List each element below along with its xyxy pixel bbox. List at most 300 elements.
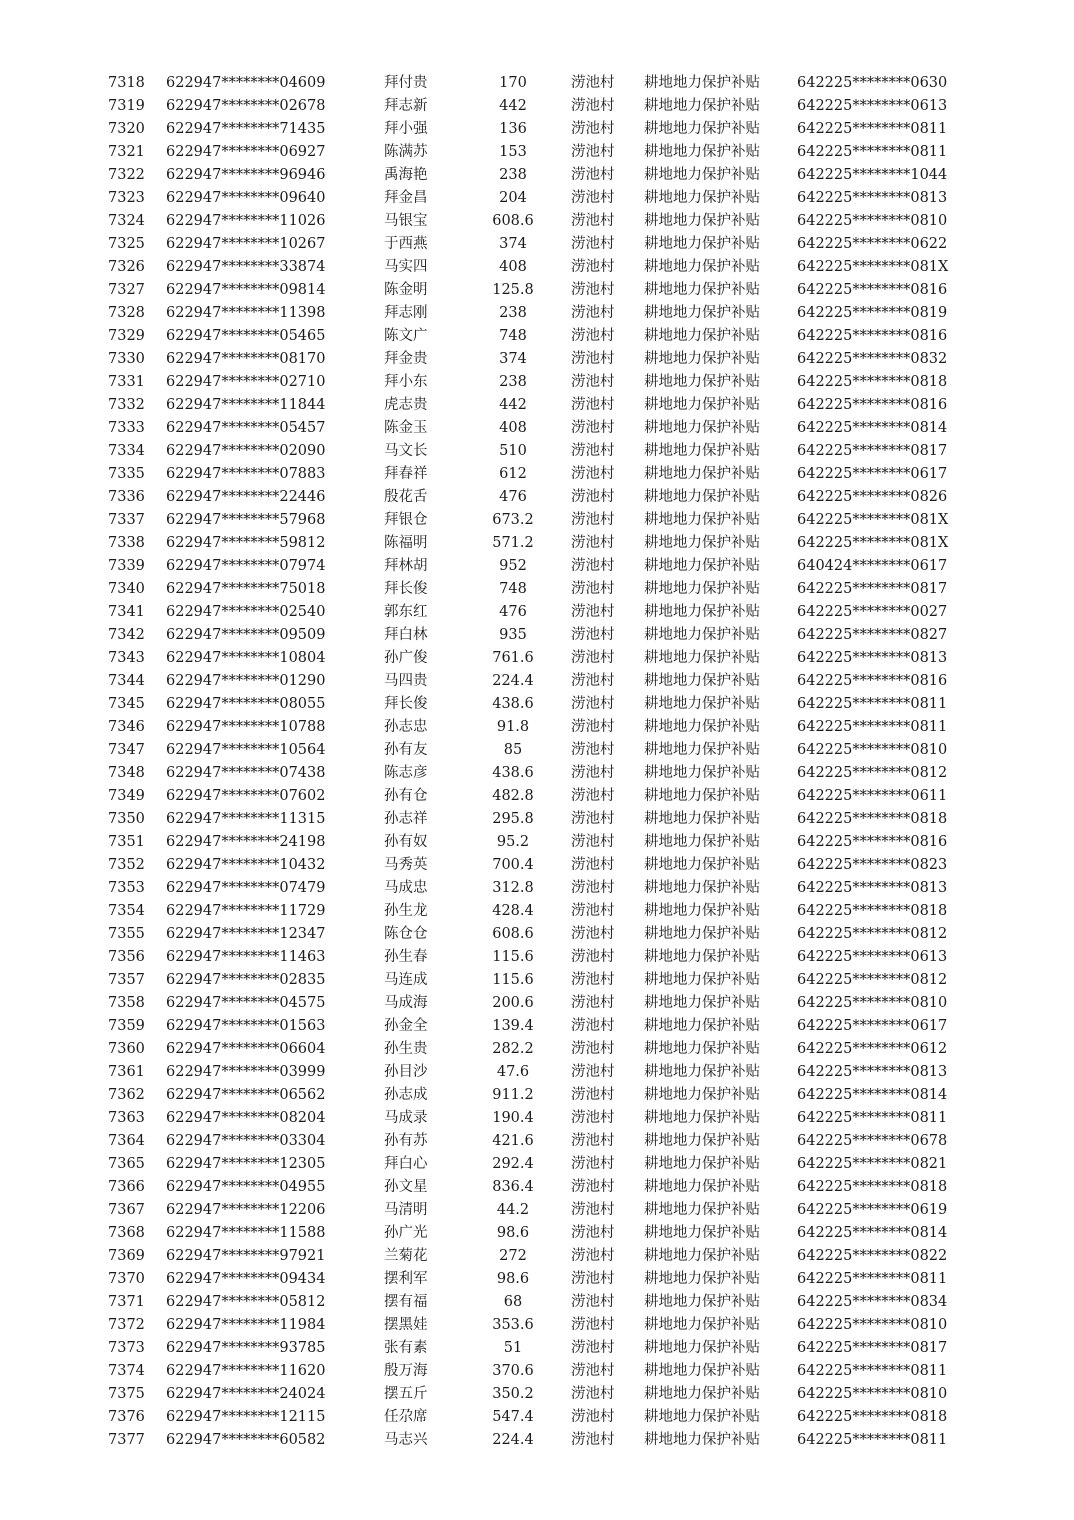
recipient-name: 拜银仓	[384, 512, 428, 528]
recipient-name: 孙有苏	[384, 1133, 428, 1149]
id-card-number: 642225********0813	[797, 880, 948, 896]
subsidy-type: 耕地地力保护补贴	[644, 236, 760, 252]
village-name: 涝池村	[571, 190, 615, 206]
recipient-name: 马清明	[384, 1202, 428, 1218]
subsidy-type: 耕地地力保护补贴	[644, 374, 760, 390]
subsidy-type: 耕地地力保护补贴	[644, 673, 760, 689]
recipient-name: 孙文星	[384, 1179, 428, 1195]
subsidy-amount: 353.6	[492, 1317, 534, 1333]
table-row	[0, 118, 1074, 141]
recipient-name: 张有素	[384, 1340, 428, 1356]
recipient-name: 孙志祥	[384, 811, 428, 827]
bank-card-number: 622947********10804	[166, 650, 326, 666]
subsidy-amount: 438.6	[492, 696, 534, 712]
bank-card-number: 622947********12206	[166, 1202, 326, 1218]
bank-card-number: 622947********05812	[166, 1294, 326, 1310]
table-row	[0, 624, 1074, 647]
table-row	[0, 739, 1074, 762]
subsidy-amount: 95.2	[496, 834, 530, 850]
table-row	[0, 348, 1074, 371]
table-row	[0, 831, 1074, 854]
subsidy-amount: 911.2	[492, 1087, 534, 1103]
bank-card-number: 622947********22446	[166, 489, 326, 505]
bank-card-number: 622947********08055	[166, 696, 326, 712]
subsidy-type: 耕地地力保护补贴	[644, 121, 760, 137]
subsidy-type: 耕地地力保护补贴	[644, 259, 760, 275]
bank-card-number: 622947********04955	[166, 1179, 326, 1195]
row-number: 7362	[108, 1087, 145, 1103]
row-number: 7328	[108, 305, 145, 321]
id-card-number: 642225********0818	[797, 811, 948, 827]
village-name: 涝池村	[571, 811, 615, 827]
table-row	[0, 325, 1074, 348]
subsidy-type: 耕地地力保护补贴	[644, 857, 760, 873]
row-number: 7356	[108, 949, 145, 965]
row-number: 7367	[108, 1202, 145, 1218]
subsidy-amount: 200.6	[492, 995, 534, 1011]
id-card-number: 642225********1044	[797, 167, 948, 183]
recipient-name: 摆五斤	[384, 1386, 428, 1402]
table-row	[0, 555, 1074, 578]
bank-card-number: 622947********11844	[166, 397, 326, 413]
bank-card-number: 622947********09509	[166, 627, 326, 643]
subsidy-amount: 170	[499, 75, 527, 91]
village-name: 涝池村	[571, 1110, 615, 1126]
subsidy-amount: 44.2	[496, 1202, 530, 1218]
row-number: 7346	[108, 719, 145, 735]
id-card-number: 642225********0827	[797, 627, 948, 643]
row-number: 7338	[108, 535, 145, 551]
row-number: 7342	[108, 627, 145, 643]
id-card-number: 642225********0811	[797, 1271, 948, 1287]
subsidy-type: 耕地地力保护补贴	[644, 1317, 760, 1333]
table-row	[0, 1222, 1074, 1245]
bank-card-number: 622947********02710	[166, 374, 326, 390]
recipient-name: 孙有奴	[384, 834, 428, 850]
table-row	[0, 900, 1074, 923]
table-row	[0, 1383, 1074, 1406]
row-number: 7350	[108, 811, 145, 827]
id-card-number: 642225********0613	[797, 98, 948, 114]
row-number: 7374	[108, 1363, 145, 1379]
id-card-number: 642225********0822	[797, 1248, 948, 1264]
row-number: 7344	[108, 673, 145, 689]
bank-card-number: 622947********01290	[166, 673, 326, 689]
subsidy-type: 耕地地力保护补贴	[644, 1432, 760, 1448]
village-name: 涝池村	[571, 1340, 615, 1356]
row-number: 7366	[108, 1179, 145, 1195]
id-card-number: 642225********0818	[797, 374, 948, 390]
row-number: 7364	[108, 1133, 145, 1149]
village-name: 涝池村	[571, 972, 615, 988]
village-name: 涝池村	[571, 144, 615, 160]
bank-card-number: 622947********24024	[166, 1386, 326, 1402]
id-card-number: 642225********0810	[797, 995, 948, 1011]
recipient-name: 拜长俊	[384, 696, 428, 712]
recipient-name: 孙志成	[384, 1087, 428, 1103]
id-card-number: 642225********0813	[797, 190, 948, 206]
subsidy-amount: 952	[499, 558, 527, 574]
subsidy-type: 耕地地力保护补贴	[644, 351, 760, 367]
subsidy-type: 耕地地力保护补贴	[644, 1133, 760, 1149]
subsidy-type: 耕地地力保护补贴	[644, 949, 760, 965]
subsidy-type: 耕地地力保护补贴	[644, 305, 760, 321]
subsidy-type: 耕地地力保护补贴	[644, 213, 760, 229]
subsidy-amount: 761.6	[492, 650, 534, 666]
subsidy-type: 耕地地力保护补贴	[644, 98, 760, 114]
bank-card-number: 622947********02090	[166, 443, 326, 459]
recipient-name: 马成忠	[384, 880, 428, 896]
village-name: 涝池村	[571, 98, 615, 114]
recipient-name: 陈金玉	[384, 420, 428, 436]
id-card-number: 642225********0813	[797, 650, 948, 666]
subsidy-type: 耕地地力保护补贴	[644, 1386, 760, 1402]
subsidy-type: 耕地地力保护补贴	[644, 1087, 760, 1103]
row-number: 7320	[108, 121, 145, 137]
subsidy-type: 耕地地力保护补贴	[644, 880, 760, 896]
recipient-name: 陈志彦	[384, 765, 428, 781]
village-name: 涝池村	[571, 696, 615, 712]
bank-card-number: 622947********11620	[166, 1363, 326, 1379]
bank-card-number: 622947********05465	[166, 328, 326, 344]
id-card-number: 642225********0823	[797, 857, 948, 873]
subsidy-type: 耕地地力保护补贴	[644, 650, 760, 666]
bank-card-number: 622947********75018	[166, 581, 326, 597]
table-row	[0, 1084, 1074, 1107]
village-name: 涝池村	[571, 949, 615, 965]
id-card-number: 642225********0832	[797, 351, 948, 367]
recipient-name: 虎志贵	[384, 397, 428, 413]
subsidy-type: 耕地地力保护补贴	[644, 627, 760, 643]
village-name: 涝池村	[571, 1064, 615, 1080]
id-card-number: 642225********0613	[797, 949, 948, 965]
bank-card-number: 622947********10564	[166, 742, 326, 758]
table-row	[0, 256, 1074, 279]
village-name: 涝池村	[571, 627, 615, 643]
id-card-number: 642225********0816	[797, 834, 948, 850]
recipient-name: 马实四	[384, 259, 428, 275]
bank-card-number: 622947********06562	[166, 1087, 326, 1103]
subsidy-amount: 421.6	[492, 1133, 534, 1149]
village-name: 涝池村	[571, 1018, 615, 1034]
table-row	[0, 785, 1074, 808]
table-row	[0, 670, 1074, 693]
subsidy-amount: 612	[499, 466, 527, 482]
recipient-name: 孙生贵	[384, 1041, 428, 1057]
village-name: 涝池村	[571, 75, 615, 91]
bank-card-number: 622947********93785	[166, 1340, 326, 1356]
village-name: 涝池村	[571, 880, 615, 896]
village-name: 涝池村	[571, 489, 615, 505]
table-row	[0, 1406, 1074, 1429]
recipient-name: 摆有福	[384, 1294, 428, 1310]
row-number: 7322	[108, 167, 145, 183]
bank-card-number: 622947********24198	[166, 834, 326, 850]
table-row	[0, 463, 1074, 486]
subsidy-type: 耕地地力保护补贴	[644, 489, 760, 505]
bank-card-number: 622947********11398	[166, 305, 326, 321]
id-card-number: 642225********0821	[797, 1156, 948, 1172]
village-name: 涝池村	[571, 742, 615, 758]
subsidy-type: 耕地地力保护补贴	[644, 466, 760, 482]
id-card-number: 642225********0810	[797, 213, 948, 229]
subsidy-amount: 238	[499, 374, 527, 390]
bank-card-number: 622947********09814	[166, 282, 326, 298]
village-name: 涝池村	[571, 1202, 615, 1218]
subsidy-type: 耕地地力保护补贴	[644, 972, 760, 988]
id-card-number: 642225********0816	[797, 397, 948, 413]
village-name: 涝池村	[571, 1179, 615, 1195]
id-card-number: 642225********0818	[797, 1179, 948, 1195]
table-row	[0, 1061, 1074, 1084]
bank-card-number: 622947********06927	[166, 144, 326, 160]
subsidy-amount: 547.4	[492, 1409, 534, 1425]
bank-card-number: 622947********12115	[166, 1409, 326, 1425]
subsidy-amount: 374	[499, 236, 527, 252]
subsidy-type: 耕地地力保护补贴	[644, 811, 760, 827]
bank-card-number: 622947********07438	[166, 765, 326, 781]
bank-card-number: 622947********09640	[166, 190, 326, 206]
row-number: 7334	[108, 443, 145, 459]
bank-card-number: 622947********02835	[166, 972, 326, 988]
table-row	[0, 486, 1074, 509]
id-card-number: 642225********0817	[797, 1340, 948, 1356]
village-name: 涝池村	[571, 282, 615, 298]
recipient-name: 陈金明	[384, 282, 428, 298]
subsidy-table	[0, 72, 1074, 1452]
recipient-name: 孙广光	[384, 1225, 428, 1241]
id-card-number: 642225********081X	[797, 535, 949, 551]
recipient-name: 兰菊花	[384, 1248, 428, 1264]
bank-card-number: 622947********97921	[166, 1248, 326, 1264]
recipient-name: 拜白心	[384, 1156, 428, 1172]
recipient-name: 孙有仓	[384, 788, 428, 804]
recipient-name: 马志兴	[384, 1432, 428, 1448]
village-name: 涝池村	[571, 1317, 615, 1333]
row-number: 7329	[108, 328, 145, 344]
recipient-name: 拜小东	[384, 374, 428, 390]
village-name: 涝池村	[571, 857, 615, 873]
row-number: 7336	[108, 489, 145, 505]
bank-card-number: 622947********11729	[166, 903, 326, 919]
recipient-name: 拜付贵	[384, 75, 428, 91]
bank-card-number: 622947********12347	[166, 926, 326, 942]
subsidy-type: 耕地地力保护补贴	[644, 581, 760, 597]
table-row	[0, 279, 1074, 302]
subsidy-amount: 428.4	[492, 903, 534, 919]
village-name: 涝池村	[571, 650, 615, 666]
recipient-name: 拜志新	[384, 98, 428, 114]
subsidy-amount: 224.4	[492, 1432, 534, 1448]
subsidy-type: 耕地地力保护补贴	[644, 834, 760, 850]
recipient-name: 孙志忠	[384, 719, 428, 735]
id-card-number: 642225********0612	[797, 1041, 948, 1057]
recipient-name: 马成海	[384, 995, 428, 1011]
subsidy-type: 耕地地力保护补贴	[644, 1064, 760, 1080]
row-number: 7324	[108, 213, 145, 229]
table-row	[0, 210, 1074, 233]
village-name: 涝池村	[571, 420, 615, 436]
row-number: 7363	[108, 1110, 145, 1126]
row-number: 7353	[108, 880, 145, 896]
row-number: 7325	[108, 236, 145, 252]
row-number: 7318	[108, 75, 145, 91]
subsidy-amount: 748	[499, 581, 527, 597]
village-name: 涝池村	[571, 719, 615, 735]
table-row	[0, 1314, 1074, 1337]
bank-card-number: 622947********06604	[166, 1041, 326, 1057]
subsidy-amount: 295.8	[492, 811, 534, 827]
id-card-number: 642225********0810	[797, 1317, 948, 1333]
id-card-number: 642225********0630	[797, 75, 948, 91]
bank-card-number: 622947********11463	[166, 949, 326, 965]
id-card-number: 642225********0818	[797, 903, 948, 919]
row-number: 7340	[108, 581, 145, 597]
subsidy-amount: 282.2	[492, 1041, 534, 1057]
subsidy-type: 耕地地力保护补贴	[644, 604, 760, 620]
bank-card-number: 622947********96946	[166, 167, 326, 183]
table-row	[0, 923, 1074, 946]
subsidy-type: 耕地地力保护补贴	[644, 1110, 760, 1126]
id-card-number: 642225********0811	[797, 1363, 948, 1379]
subsidy-type: 耕地地力保护补贴	[644, 512, 760, 528]
recipient-name: 拜长俊	[384, 581, 428, 597]
id-card-number: 642225********0814	[797, 420, 948, 436]
recipient-name: 陈仓仓	[384, 926, 428, 942]
bank-card-number: 622947********03999	[166, 1064, 326, 1080]
bank-card-number: 622947********11588	[166, 1225, 326, 1241]
table-row	[0, 1199, 1074, 1222]
subsidy-type: 耕地地力保护补贴	[644, 1156, 760, 1172]
subsidy-amount: 139.4	[492, 1018, 534, 1034]
bank-card-number: 622947********11984	[166, 1317, 326, 1333]
village-name: 涝池村	[571, 1087, 615, 1103]
row-number: 7327	[108, 282, 145, 298]
row-number: 7347	[108, 742, 145, 758]
bank-card-number: 622947********04575	[166, 995, 326, 1011]
village-name: 涝池村	[571, 1248, 615, 1264]
recipient-name: 拜春祥	[384, 466, 428, 482]
bank-card-number: 622947********05457	[166, 420, 326, 436]
village-name: 涝池村	[571, 558, 615, 574]
row-number: 7368	[108, 1225, 145, 1241]
village-name: 涝池村	[571, 926, 615, 942]
table-row	[0, 1245, 1074, 1268]
subsidy-type: 耕地地力保护补贴	[644, 1340, 760, 1356]
bank-card-number: 622947********03304	[166, 1133, 326, 1149]
recipient-name: 拜金贵	[384, 351, 428, 367]
recipient-name: 拜志刚	[384, 305, 428, 321]
village-name: 涝池村	[571, 903, 615, 919]
recipient-name: 孙有友	[384, 742, 428, 758]
subsidy-amount: 476	[499, 489, 527, 505]
recipient-name: 马成录	[384, 1110, 428, 1126]
subsidy-amount: 115.6	[492, 949, 534, 965]
bank-card-number: 622947********12305	[166, 1156, 326, 1172]
subsidy-amount: 442	[499, 397, 527, 413]
id-card-number: 642225********0816	[797, 282, 948, 298]
village-name: 涝池村	[571, 305, 615, 321]
table-row	[0, 1291, 1074, 1314]
subsidy-amount: 836.4	[492, 1179, 534, 1195]
id-card-number: 642225********0811	[797, 696, 948, 712]
table-row	[0, 509, 1074, 532]
village-name: 涝池村	[571, 535, 615, 551]
recipient-name: 拜白林	[384, 627, 428, 643]
bank-card-number: 622947********60582	[166, 1432, 326, 1448]
table-row	[0, 854, 1074, 877]
table-row	[0, 394, 1074, 417]
village-name: 涝池村	[571, 1294, 615, 1310]
subsidy-type: 耕地地力保护补贴	[644, 696, 760, 712]
row-number: 7375	[108, 1386, 145, 1402]
subsidy-type: 耕地地力保护补贴	[644, 1179, 760, 1195]
subsidy-type: 耕地地力保护补贴	[644, 144, 760, 160]
recipient-name: 陈文广	[384, 328, 428, 344]
table-row	[0, 187, 1074, 210]
village-name: 涝池村	[571, 1432, 615, 1448]
subsidy-type: 耕地地力保护补贴	[644, 1018, 760, 1034]
id-card-number: 642225********0816	[797, 328, 948, 344]
bank-card-number: 622947********10267	[166, 236, 326, 252]
id-card-number: 642225********0810	[797, 742, 948, 758]
subsidy-type: 耕地地力保护补贴	[644, 420, 760, 436]
recipient-name: 摆黑娃	[384, 1317, 428, 1333]
bank-card-number: 622947********11315	[166, 811, 326, 827]
table-row	[0, 141, 1074, 164]
id-card-number: 642225********0834	[797, 1294, 948, 1310]
subsidy-type: 耕地地力保护补贴	[644, 1041, 760, 1057]
village-name: 涝池村	[571, 765, 615, 781]
subsidy-amount: 700.4	[492, 857, 534, 873]
row-number: 7331	[108, 374, 145, 390]
village-name: 涝池村	[571, 466, 615, 482]
id-card-number: 642225********0812	[797, 972, 948, 988]
table-row	[0, 693, 1074, 716]
village-name: 涝池村	[571, 1133, 615, 1149]
row-number: 7365	[108, 1156, 145, 1172]
id-card-number: 642225********0814	[797, 1087, 948, 1103]
bank-card-number: 622947********08204	[166, 1110, 326, 1126]
id-card-number: 642225********0811	[797, 1110, 948, 1126]
bank-card-number: 622947********33874	[166, 259, 326, 275]
subsidy-amount: 136	[499, 121, 527, 137]
row-number: 7323	[108, 190, 145, 206]
recipient-name: 孙金全	[384, 1018, 428, 1034]
id-card-number: 642225********0617	[797, 466, 948, 482]
table-row	[0, 1176, 1074, 1199]
recipient-name: 马文长	[384, 443, 428, 459]
subsidy-amount: 510	[499, 443, 527, 459]
subsidy-type: 耕地地力保护补贴	[644, 1294, 760, 1310]
table-row	[0, 371, 1074, 394]
village-name: 涝池村	[571, 1363, 615, 1379]
subsidy-type: 耕地地力保护补贴	[644, 1363, 760, 1379]
recipient-name: 马银宝	[384, 213, 428, 229]
subsidy-type: 耕地地力保护补贴	[644, 788, 760, 804]
id-card-number: 642225********0826	[797, 489, 948, 505]
subsidy-amount: 224.4	[492, 673, 534, 689]
subsidy-amount: 292.4	[492, 1156, 534, 1172]
subsidy-amount: 935	[499, 627, 527, 643]
village-name: 涝池村	[571, 788, 615, 804]
subsidy-amount: 68	[503, 1294, 523, 1310]
id-card-number: 640424********0617	[797, 558, 948, 574]
subsidy-amount: 238	[499, 167, 527, 183]
id-card-number: 642225********0812	[797, 765, 948, 781]
id-card-number: 642225********0816	[797, 673, 948, 689]
table-row	[0, 532, 1074, 555]
